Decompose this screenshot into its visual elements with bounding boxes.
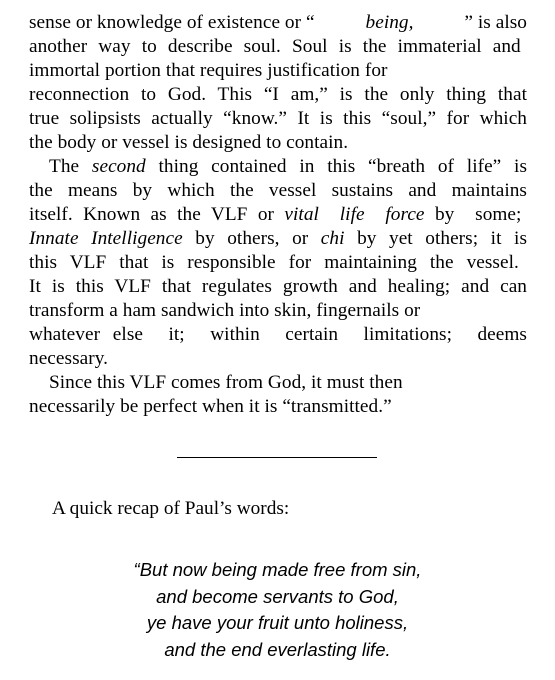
text-line: reconnection to God. This “I am,” is the only thing that	[29, 84, 527, 105]
text-run: ” is also	[464, 12, 527, 33]
text-run-italic: second	[91, 156, 146, 177]
text-line	[29, 11, 527, 35]
paragraph-vlf-from-god	[29, 371, 527, 419]
text-line	[29, 203, 527, 227]
text-line	[29, 155, 527, 179]
text-run-italic: chi	[320, 228, 345, 249]
text-line: this VLF that is responsible for maintaining the vessel.	[29, 252, 519, 273]
text-run-italic: Innate Intelligence	[29, 228, 183, 249]
quote-line: and the end everlasting life.	[164, 638, 391, 660]
text-line	[29, 227, 527, 251]
text-run: The	[49, 156, 92, 177]
quote-line: and become servants to God,	[156, 585, 399, 607]
text-line: necessarily be perfect when it is “transmitted.”	[29, 396, 392, 417]
text-run: by others, or	[182, 228, 321, 249]
text-line: immortal portion that requires justification for	[29, 60, 388, 81]
text-line: Since this VLF comes from God, it must then	[49, 372, 403, 393]
text-run: itself. Known as the VLF or	[29, 204, 285, 225]
text-run-italic: vital life force	[284, 204, 425, 225]
section-divider	[177, 457, 377, 458]
text-run: sense or knowledge of existence or “	[29, 12, 315, 33]
text-line: whatever else it; within certain limitations; deems	[29, 324, 527, 345]
text-line: true solipsists actually “know.” It is this “soul,” for which	[29, 108, 527, 129]
body-text	[29, 11, 527, 419]
text-line: the means by which the vessel sustains and maintains	[29, 180, 527, 201]
text-run: by some;	[424, 204, 522, 225]
text-line: the body or vessel is designed to contain.	[29, 132, 349, 153]
quote-line: ye have your fruit unto holiness,	[146, 612, 409, 633]
scripture-quote	[0, 557, 555, 663]
paragraph-vital-life-force	[29, 155, 527, 371]
text-line: another way to describe soul. Soul is the immaterial and	[29, 36, 521, 57]
recap-heading: A quick recap of Paul’s words:	[52, 498, 290, 519]
text-line: necessary.	[29, 348, 109, 369]
text-run-italic: being,	[365, 12, 414, 33]
quote-line: “But now being made free from sin,	[133, 559, 422, 580]
text-run: thing contained in this “breath of life” is	[145, 156, 528, 177]
paragraph-soul	[29, 11, 527, 155]
text-line: It is this VLF that regulates growth and healing; and can	[29, 276, 527, 297]
text-run: by yet others; it is	[344, 228, 527, 249]
text-line: transform a ham sandwich into skin, fingernails or	[29, 300, 421, 321]
